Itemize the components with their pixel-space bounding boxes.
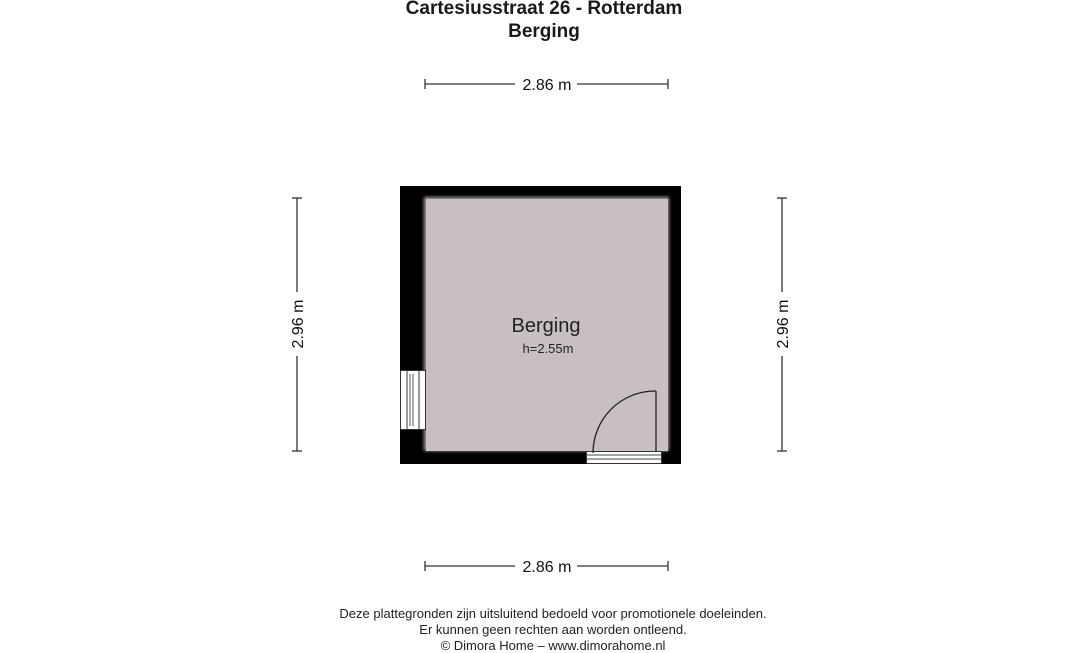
copyright-line: © Dimora Home – www.dimorahome.nl xyxy=(440,638,666,653)
disclaimer-line-2: Er kunnen geen rechten aan worden ontleend. xyxy=(419,622,687,637)
plan-address-title: Cartesiusstraat 26 - Rotterdam xyxy=(405,0,683,19)
dimension-left-label: 2.96 m xyxy=(290,299,307,349)
dimension-bottom-label: 2.86 m xyxy=(522,559,572,576)
dimension-top-label: 2.86 m xyxy=(522,77,572,94)
disclaimer-line-1: Deze plattegronden zijn uitsluitend bedoeld voor promotionele doeleinden. xyxy=(339,606,767,621)
window-left xyxy=(400,370,426,430)
floor-name-title: Berging xyxy=(508,21,580,42)
room-name-label: Berging xyxy=(511,315,581,337)
room-height-label: h=2.55m xyxy=(522,341,574,356)
dimension-right-label: 2.96 m xyxy=(775,299,792,349)
door-opening xyxy=(586,451,662,464)
